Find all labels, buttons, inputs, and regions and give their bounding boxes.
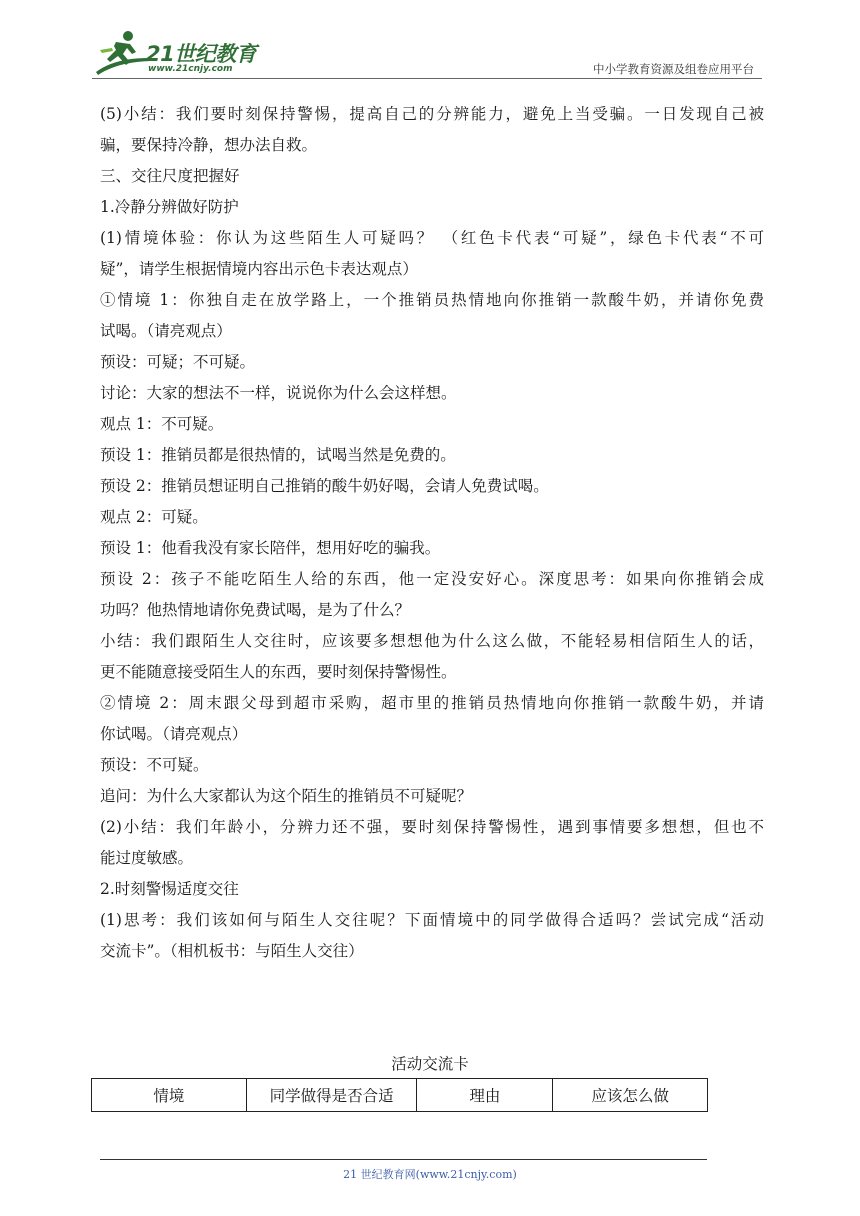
body-line: 更不能随意接受陌生人的东西，要时刻保持警惕性。 (100, 663, 457, 681)
body-line: ①情境 1：你独自走在放学路上，一个推销员热情地向你推销一款酸牛奶，并请你免费 (100, 291, 764, 309)
site-logo[interactable] (92, 28, 267, 80)
body-line: 预设：可疑；不可疑。 (100, 353, 256, 371)
header-divider (92, 78, 762, 79)
body-line: (2)小结：我们年龄小，分辨力还不强，要时刻保持警惕性，遇到事情要多想想，但也不 (100, 818, 764, 836)
body-line: 试喝。（请亮观点） (100, 322, 232, 340)
body-line: 你试喝。（请亮观点） (100, 725, 248, 743)
body-line: 骗，要保持冷静，想办法自救。 (100, 136, 318, 154)
body-line: 预设 2：推销员想证明自己推销的酸牛奶好喝，会请人免费试喝。 (100, 477, 549, 495)
body-line: (1)思考：我们该如何与陌生人交往呢？下面情境中的同学做得合适吗？尝试完成“活动 (100, 911, 764, 929)
body-line: 预设 2：孩子不能吃陌生人给的东西，他一定没安好心。深度思考：如果向你推销会成 (100, 570, 764, 588)
body-line: 预设 1：他看我没有家长陪伴，想用好吃的骗我。 (100, 539, 441, 557)
body-line: (1)情境体验：你认为这些陌生人可疑吗？ （红色卡代表“可疑”，绿色卡代表“不可 (100, 229, 764, 247)
table-caption: 活动交流卡 (391, 1055, 469, 1073)
body-line: 追问：为什么大家都认为这个陌生的推销员不可疑呢？ (100, 787, 473, 805)
body-line: 疑”，请学生根据情境内容出示色卡表达观点） (100, 260, 418, 278)
table-header-cell: 应该怎么做 (553, 1079, 708, 1112)
document-body (100, 99, 764, 967)
footer-link[interactable]: 21 世纪教育网(www.21cnjy.com) (343, 1168, 517, 1181)
platform-title: 中小学教育资源及组卷应用平台 (593, 62, 754, 76)
subsection-heading: 2.时刻警惕适度交往 (100, 880, 239, 898)
body-line: 功吗？他热情地请你免费试喝，是为了什么？ (100, 601, 411, 619)
footer-divider (100, 1159, 707, 1160)
body-line: 预设：不可疑。 (100, 756, 209, 774)
runner-logo-icon (92, 28, 152, 80)
section-heading: 三、交往尺度把握好 (100, 167, 240, 185)
body-line: 观点 1：不可疑。 (100, 415, 224, 433)
table-header-cell: 理由 (417, 1079, 553, 1112)
table-header-cell: 情境 (92, 1079, 247, 1112)
logo-text: 21世纪教育 (146, 42, 257, 66)
subsection-heading: 1.冷静分辨做好防护 (100, 198, 239, 216)
body-line: 交流卡”。（相机板书：与陌生人交往） (100, 942, 364, 960)
body-line: 预设 1：推销员都是很热情的，试喝当然是免费的。 (100, 446, 456, 464)
page-header (92, 28, 762, 80)
logo-url: www.21cnjy.com (148, 64, 233, 74)
body-line: (5)小结：我们要时刻保持警惕，提高自己的分辨能力，避免上当受骗。一日发现自己被 (100, 105, 764, 123)
body-line: 讨论：大家的想法不一样，说说你为什么会这样想。 (100, 384, 457, 402)
activity-card-table (91, 1078, 708, 1112)
table-header-cell: 同学做得是否合适 (246, 1079, 417, 1112)
body-line: 小结：我们跟陌生人交往时，应该要多想想他为什么这么做，不能轻易相信陌生人的话， (100, 632, 764, 650)
body-line: 能过度敏感。 (100, 849, 194, 867)
table-header-row (92, 1079, 708, 1112)
body-line: ②情境 2：周末跟父母到超市采购，超市里的推销员热情地向你推销一款酸牛奶，并请 (100, 694, 764, 712)
body-line: 观点 2：可疑。 (100, 508, 208, 526)
